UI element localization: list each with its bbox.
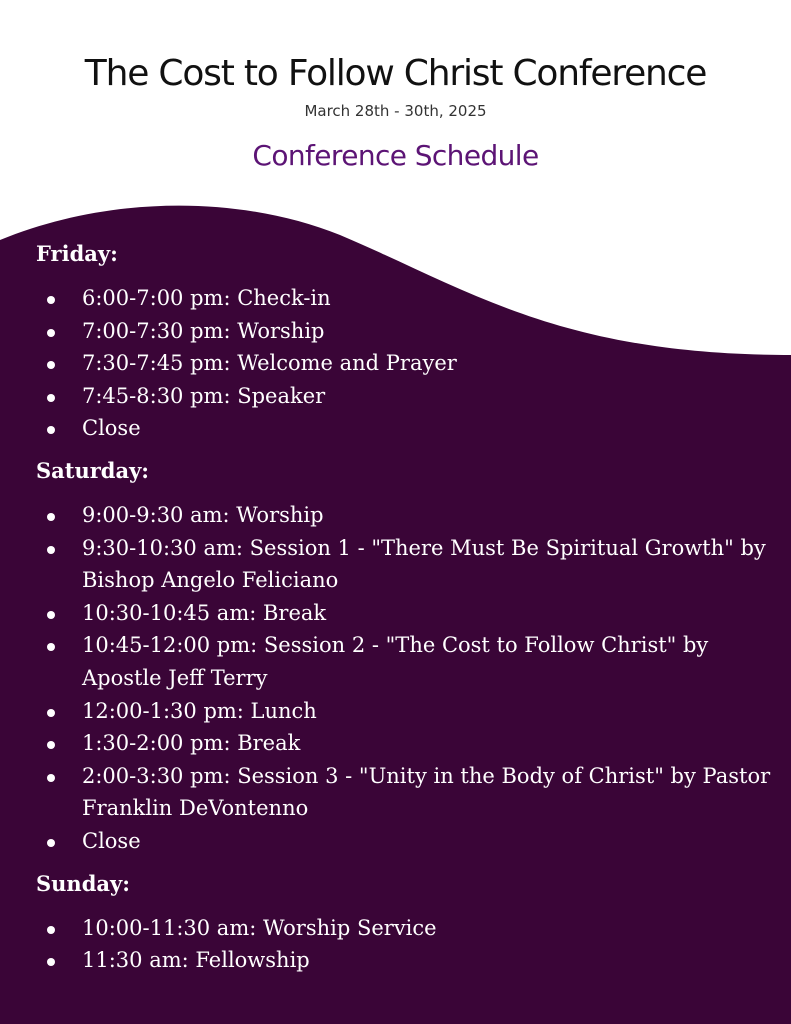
list-item: 12:00-1:30 pm: Lunch <box>36 695 776 728</box>
sunday-items <box>36 912 776 977</box>
list-item: 9:00-9:30 am: Worship <box>36 499 776 532</box>
day-sunday <box>36 868 776 977</box>
list-item: 7:00-7:30 pm: Worship <box>36 315 776 348</box>
list-item: 7:45-8:30 pm: Speaker <box>36 380 776 413</box>
day-heading: Saturday: <box>36 457 150 483</box>
list-item: 6:00-7:00 pm: Check-in <box>36 282 776 315</box>
day-saturday <box>36 455 776 858</box>
page-title: The Cost to Follow Christ Conference <box>84 53 707 94</box>
schedule <box>36 238 776 987</box>
friday-items <box>36 282 776 445</box>
conference-dates: March 28th - 30th, 2025 <box>304 102 487 120</box>
day-friday <box>36 238 776 445</box>
saturday-items <box>36 499 776 858</box>
list-item: 2:00-3:30 pm: Session 3 - "Unity in the Body of Christ" by Pastor Franklin DeVontenno <box>36 760 776 825</box>
list-item: 1:30-2:00 pm: Break <box>36 727 776 760</box>
day-heading: Friday: <box>36 241 118 266</box>
schedule-subtitle: Conference Schedule <box>252 139 539 172</box>
day-heading: Sunday: <box>36 870 130 896</box>
list-item: Close <box>36 412 776 445</box>
list-item: Close <box>36 825 776 858</box>
list-item: 11:30 am: Fellowship <box>36 944 776 977</box>
list-item: 10:30-10:45 am: Break <box>36 597 776 630</box>
list-item: 10:00-11:30 am: Worship Service <box>36 912 776 945</box>
list-item: 9:30-10:30 am: Session 1 - "There Must Be Spiritual Growth" by Bishop Angelo Feliciano <box>36 532 776 597</box>
list-item: 7:30-7:45 pm: Welcome and Prayer <box>36 347 776 380</box>
list-item: 10:45-12:00 pm: Session 2 - "The Cost to Follow Christ" by Apostle Jeff Terry <box>36 629 776 694</box>
